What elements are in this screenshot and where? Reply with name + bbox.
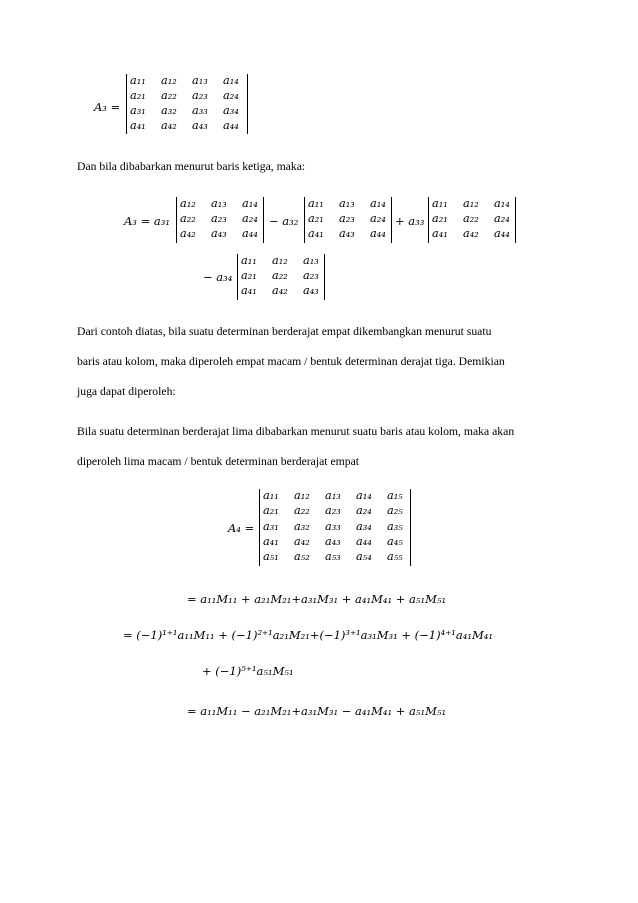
matrix-entry: a₂₂ (272, 269, 288, 282)
matrix-entry: a₄₁ (241, 284, 257, 297)
matrix-entry: a₃₄ (356, 519, 372, 533)
matrix-entry: a₄₄ (370, 227, 386, 240)
matrix-entry: a₂₄ (223, 89, 239, 102)
para2-line-1: Dari contoh diatas, bila suatu determinan berderajat empat dikembangkan menurut suatu (77, 325, 492, 338)
matrix-entry: a₅₅ (387, 550, 403, 564)
matrix-entry: a₄₁ (263, 534, 279, 548)
matrix-entry: a₁₃ (325, 489, 341, 502)
para2-line-2: baris atau kolom, maka diperoleh empat macam / bentuk determinan derajat tiga. Demikian (77, 355, 505, 368)
matrix-entry: a₄₂ (294, 534, 310, 548)
para3-line-1: Bila suatu determinan berderajat lima dibabarkan menurut suatu baris atau kolom, maka akan (77, 425, 515, 438)
eq2-determinant-4 (237, 254, 325, 300)
determinant-right-bar (324, 254, 325, 300)
determinant-right-bar (410, 489, 411, 566)
matrix-entry: a₁₁ (263, 489, 279, 502)
matrix-entry: a₂₁ (241, 269, 257, 282)
matrix-entry: a₂₄ (370, 212, 386, 225)
matrix-entry: a₄₄ (223, 119, 239, 132)
matrix-entry: a₁₄ (223, 74, 239, 87)
para1: Dan bila dibabarkan menurut baris ketiga, maka: (77, 160, 306, 173)
matrix-entry: a₁₁ (432, 197, 448, 210)
matrix-entry: a₃₅ (387, 519, 403, 533)
matrix-entry: a₁₄ (370, 197, 386, 210)
matrix-entry: a₁₂ (294, 489, 310, 502)
eq2-op-minus-a32: − a₃₂ (269, 214, 299, 228)
determinant-left-bar (126, 74, 127, 134)
matrix-entry: a₁₃ (211, 197, 227, 210)
matrix-entry: a₄₃ (325, 534, 341, 548)
matrix-entry: a₃₁ (263, 519, 279, 533)
matrix-entry: a₅₁ (263, 550, 279, 564)
eq1-lhs: A₃ = (94, 100, 121, 114)
matrix-entry: a₄₁ (308, 227, 324, 240)
matrix-entry: a₂₃ (211, 212, 227, 225)
matrix-entry: a₁₁ (308, 197, 324, 210)
matrix-entry: a₁₃ (303, 254, 319, 267)
matrix-entry: a₄₃ (211, 227, 227, 240)
eq2-op-minus-a34: − a₃₄ (203, 270, 233, 284)
eq2-determinant-2 (304, 197, 392, 243)
matrix-entry: a₂₁ (432, 212, 448, 225)
matrix-entry: a₁₁ (130, 74, 146, 87)
matrix-entry: a₃₂ (294, 519, 310, 533)
matrix-entry: a₄₁ (130, 119, 146, 132)
matrix-entry: a₃₂ (161, 104, 177, 117)
determinant-left-bar (237, 254, 238, 300)
matrix-entry: a₁₄ (494, 197, 510, 210)
para3-line-2: diperoleh lima macam / bentuk determinan berderajat empat (77, 455, 360, 468)
matrix-entry: a₃₃ (192, 104, 208, 117)
matrix-entry: a₂₄ (242, 212, 258, 225)
matrix-entry: a₃₁ (130, 104, 146, 117)
eq3-lhs: A₄ = (228, 521, 255, 535)
matrix-entry: a₄₅ (387, 534, 403, 548)
matrix-entry: a₂₂ (294, 504, 310, 518)
matrix-entry: a₄₁ (432, 227, 448, 240)
matrix-entry: a₄₃ (339, 227, 355, 240)
matrix-entry: a₄₂ (272, 284, 288, 297)
matrix-entry: a₂₄ (356, 504, 372, 518)
matrix-entry: a₂₅ (387, 504, 403, 518)
matrix-entry: a₃₄ (223, 104, 239, 117)
matrix-entry: a₄₂ (180, 227, 196, 240)
eq2-lhs: A₃ = a₃₁ (124, 214, 170, 228)
matrix-entry: a₅₃ (325, 550, 341, 564)
matrix-entry: a₁₅ (387, 489, 403, 502)
matrix-entry: a₄₄ (242, 227, 258, 240)
eq2-determinant-1 (176, 197, 264, 243)
para2-line-3: juga dapat diperoleh: (77, 385, 176, 398)
matrix-entry: a₁₃ (339, 197, 355, 210)
determinant-left-bar (304, 197, 305, 243)
matrix-entry: a₄₃ (303, 284, 319, 297)
matrix-entry: a₁₄ (242, 197, 258, 210)
matrix-entry: a₂₂ (180, 212, 196, 225)
determinant-left-bar (176, 197, 177, 243)
matrix-entry: a₂₁ (308, 212, 324, 225)
eq2-determinant-3 (428, 197, 516, 243)
eq3-determinant (259, 489, 411, 566)
eq1-determinant (126, 74, 248, 134)
matrix-entry: a₂₂ (463, 212, 479, 225)
expansion-line-2: = (−1)¹⁺¹a₁₁M₁₁ + (−1)²⁺¹a₂₁M₂₁+(−1)³⁺¹a₃₁M₃₁ + (−1)⁴⁺¹a₄₁M₄₁ (123, 628, 493, 642)
determinant-right-bar (515, 197, 516, 243)
matrix-entry: a₁₂ (161, 74, 177, 87)
matrix-entry: a₂₃ (192, 89, 208, 102)
matrix-entry: a₂₃ (339, 212, 355, 225)
matrix-entry: a₁₂ (463, 197, 479, 210)
matrix-entry: a₅₂ (294, 550, 310, 564)
determinant-right-bar (263, 197, 264, 243)
expansion-line-4: = a₁₁M₁₁ − a₂₁M₂₁+a₃₁M₃₁ − a₄₁M₄₁ + a₅₁M₅₁ (187, 704, 447, 718)
expansion-line-1: = a₁₁M₁₁ + a₂₁M₂₁+a₃₁M₃₁ + a₄₁M₄₁ + a₅₁M₅₁ (187, 592, 447, 606)
matrix-entry: a₂₁ (263, 504, 279, 518)
matrix-entry: a₁₂ (272, 254, 288, 267)
matrix-entry: a₅₄ (356, 550, 372, 564)
matrix-entry: a₁₃ (192, 74, 208, 87)
matrix-entry: a₂₄ (494, 212, 510, 225)
matrix-entry: a₁₄ (356, 489, 372, 502)
expansion-line-3: + (−1)⁵⁺¹a₅₁M₅₁ (202, 664, 294, 678)
matrix-entry: a₄₂ (161, 119, 177, 132)
determinant-left-bar (428, 197, 429, 243)
matrix-entry: a₄₄ (494, 227, 510, 240)
determinant-left-bar (259, 489, 260, 566)
matrix-entry: a₃₃ (325, 519, 341, 533)
matrix-entry: a₂₁ (130, 89, 146, 102)
determinant-right-bar (247, 74, 248, 134)
matrix-entry: a₄₄ (356, 534, 372, 548)
eq2-op-plus-a33: + a₃₃ (395, 214, 425, 228)
determinant-right-bar (391, 197, 392, 243)
matrix-entry: a₂₂ (161, 89, 177, 102)
matrix-entry: a₁₁ (241, 254, 257, 267)
matrix-entry: a₂₃ (325, 504, 341, 518)
matrix-entry: a₂₃ (303, 269, 319, 282)
matrix-entry: a₄₂ (463, 227, 479, 240)
matrix-entry: a₄₃ (192, 119, 208, 132)
matrix-entry: a₁₂ (180, 197, 196, 210)
